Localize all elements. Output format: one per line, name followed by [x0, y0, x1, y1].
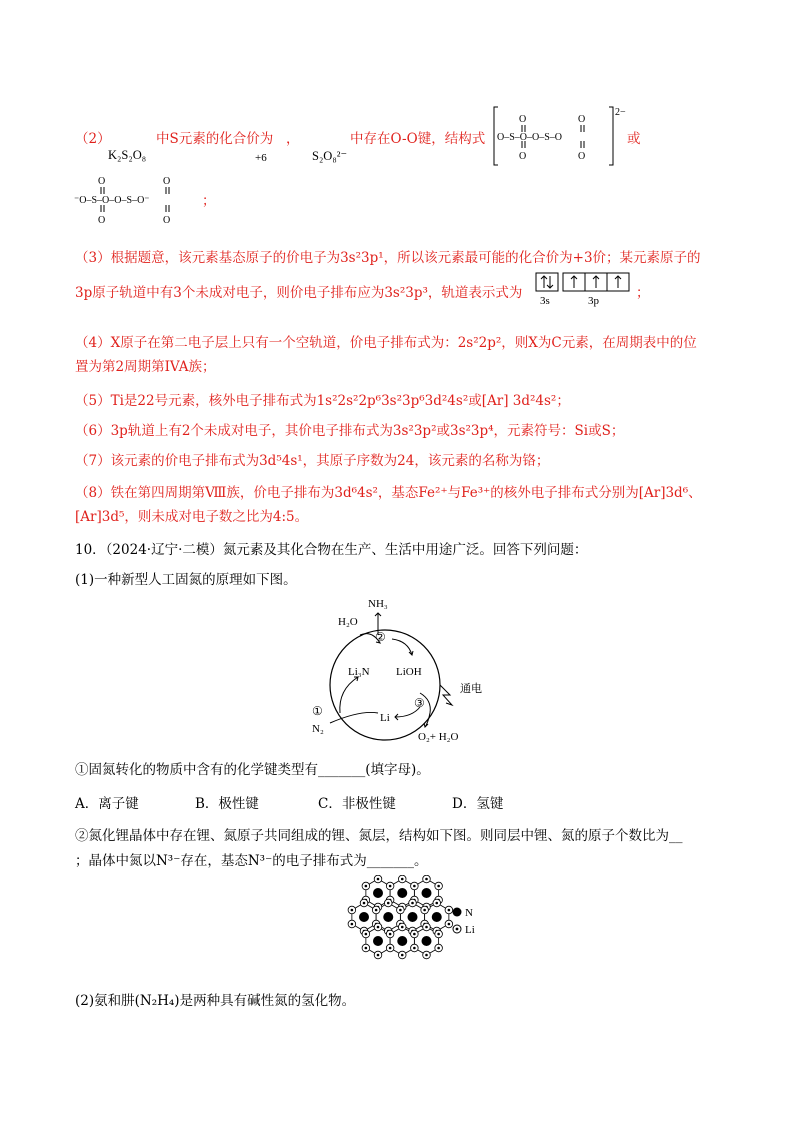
svg-text:O: O — [98, 176, 106, 187]
lithium-atom-core — [363, 902, 366, 905]
h2o-label: H₂O — [338, 616, 358, 628]
lithium-atom-core — [399, 909, 402, 912]
q3-end: ； — [636, 285, 650, 301]
n2-label: N₂ — [312, 723, 324, 735]
lattice-legend — [450, 905, 490, 937]
q2-comma: ， — [286, 131, 300, 147]
legend-li: Li — [465, 924, 475, 936]
q7-text: （7）该元素的价电子排布式为3d⁵4s¹，其原子序数为24，该元素的名称为铬； — [75, 453, 550, 469]
q2-or: 或 — [627, 131, 641, 147]
label-3s: 3s — [540, 295, 550, 307]
circle-3: ③ — [414, 696, 425, 710]
svg-text:O: O — [578, 151, 586, 162]
svg-text:O: O — [98, 215, 106, 226]
q2-prefix: （2） — [75, 131, 111, 147]
nitrogen-atom — [432, 912, 442, 922]
q10-title: 10．（2024·辽宁·二模）氮元素及其化合物在生产、生活中用途广泛。回答下列问题： — [75, 542, 588, 558]
li3n-label: Li₃N — [348, 666, 370, 678]
lithium-atom-core — [423, 909, 426, 912]
lithium-atom-core — [365, 933, 368, 936]
option-c: C．非极性键 — [318, 796, 396, 812]
lithium-atom-core — [377, 926, 380, 929]
svg-text:O: O — [578, 114, 586, 125]
circle-2: ② — [375, 630, 386, 644]
q3-line1: （3）根据题意，该元素基态原子的价电子为3s²3p¹，所以该元素最可能的化合价为+3价；某元素原子的 — [75, 250, 701, 266]
nitrogen-atom — [383, 912, 393, 922]
svg-text:O: O — [163, 176, 171, 187]
o2-h2o-label: O₂+ H₂O — [418, 731, 459, 743]
q4-line1: （4）X原子在第二电子层上只有一个空轨道，价电子排布式为：2s²2p²，则X为C元素，在周期表中的位 — [75, 335, 697, 351]
lithium-atom-core — [375, 909, 378, 912]
nitrogen-atom — [421, 888, 431, 898]
lithium-atom-core — [401, 878, 404, 881]
q2-mid2: 中存在O-O键，结构式 — [350, 131, 486, 147]
lithium-atom-core — [389, 885, 392, 888]
lithium-atom-core — [425, 878, 428, 881]
q10-sub2-line2: ；晶体中氮以N³⁻存在，基态N³⁻的电子排布式为_______。 — [75, 853, 428, 869]
option-a: A．离子键 — [75, 796, 139, 812]
lithium-atom-core — [389, 947, 392, 950]
lithium-atom-core — [351, 923, 354, 926]
svg-text:O: O — [519, 114, 527, 125]
li-label: Li — [380, 712, 390, 724]
label-3p: 3p — [588, 295, 599, 307]
peroxodisulfate-ion-structure — [72, 175, 207, 230]
lithium-atom-core — [425, 926, 428, 929]
orbital-diagram — [535, 271, 635, 307]
lithium-atom-core — [387, 902, 390, 905]
peroxodisulfate-bracket-structure — [492, 103, 627, 173]
option-b: B．极性键 — [195, 796, 259, 812]
svg-text:O–S–O–O–S–O: O–S–O–O–S–O — [497, 132, 563, 143]
nitrogen-atom — [397, 888, 407, 898]
lithium-atom-core — [377, 878, 380, 881]
lithium-atom-core — [425, 954, 428, 957]
lithium-atom-core — [389, 933, 392, 936]
lithium-atom-core — [377, 954, 380, 957]
lithium-atom-core — [413, 885, 416, 888]
q2-formula-k2s2o8: K₂S₂O₈ — [108, 148, 147, 162]
q2-formula-s2o8: S₂O₈²⁻ — [312, 149, 348, 163]
nitrogen-fixation-cycle-diagram — [300, 595, 510, 750]
lithium-atom-core — [437, 885, 440, 888]
lithium-atom-core — [365, 947, 368, 950]
lithium-atom-core — [437, 947, 440, 950]
lithium-atom-core — [411, 902, 414, 905]
nitrogen-atom — [373, 888, 383, 898]
nitrogen-atom — [359, 912, 369, 922]
nitrogen-atom — [421, 936, 431, 946]
q10-sub2-line1: ②氮化锂晶体中存在锂、氮原子共同组成的锂、氮层，结构如下图。则同层中锂、氮的原子个数比为__ — [75, 828, 683, 844]
nitrogen-atom — [397, 936, 407, 946]
nh3-label: NH₃ — [368, 598, 388, 610]
svg-text:O: O — [519, 151, 527, 162]
svg-text:O: O — [163, 215, 171, 226]
q8-line2: [Ar]3d⁵，则未成对电子数之比为4:5。 — [75, 509, 309, 525]
q5-text: （5）Ti是22号元素，核外电子排布式为1s²2s²2p⁶3s²3p⁶3d²4s²或[Ar] 3d²4s²； — [75, 393, 570, 409]
option-d: D．氢键 — [452, 796, 504, 812]
q10-part1: (1)一种新型人工固氮的原理如下图。 — [75, 572, 297, 588]
q10-part2: (2)氨和肼(N₂H₄)是两种具有碱性氮的氢化物。 — [75, 993, 356, 1009]
q2-end: ； — [202, 193, 216, 209]
lithium-atom-core — [435, 902, 438, 905]
lithium-atom-core — [365, 885, 368, 888]
q3-line2: 3p原子轨道中有3个未成对电子，则价电子排布应为3s²3p³，轨道表示式为 — [75, 285, 523, 301]
circle-1: ① — [312, 704, 323, 718]
svg-text:2−: 2− — [615, 107, 626, 118]
nitrogen-atom — [373, 936, 383, 946]
lithium-atom-core — [351, 909, 354, 912]
legend-n: N — [465, 907, 473, 919]
nitrogen-atom — [407, 912, 417, 922]
q6-text: （6）3p轨道上有2个未成对电子，其价电子排布式为3s²3p²或3s²3p⁴，元素符号：Si或S； — [75, 423, 625, 439]
lioh-label: LiOH — [396, 666, 422, 678]
svg-text:⁻O–S–O–O–S–O⁻: ⁻O–S–O–O–S–O⁻ — [74, 195, 150, 206]
q4-line2: 置为第2周期第IVA族； — [75, 359, 216, 375]
lithium-atom-core — [413, 933, 416, 936]
lithium-atom-core — [413, 947, 416, 950]
lithium-atom-core — [401, 926, 404, 929]
q8-line1: （8）铁在第四周期第Ⅷ族，价电子排布为3d⁶4s²，基态Fe²⁺与Fe³⁺的核外电子排布式分别为[Ar]3d⁶、 — [75, 485, 702, 501]
electrolysis-label: 通电 — [460, 683, 482, 695]
lithium-atom-core — [401, 954, 404, 957]
q2-valence: +6 — [255, 152, 267, 164]
q2-mid: 中S元素的化合价为 — [156, 131, 274, 147]
q10-sub1: ①固氮转化的物质中含有的化学键类型有_______(填字母)。 — [75, 762, 430, 778]
lithium-atom-core — [437, 933, 440, 936]
